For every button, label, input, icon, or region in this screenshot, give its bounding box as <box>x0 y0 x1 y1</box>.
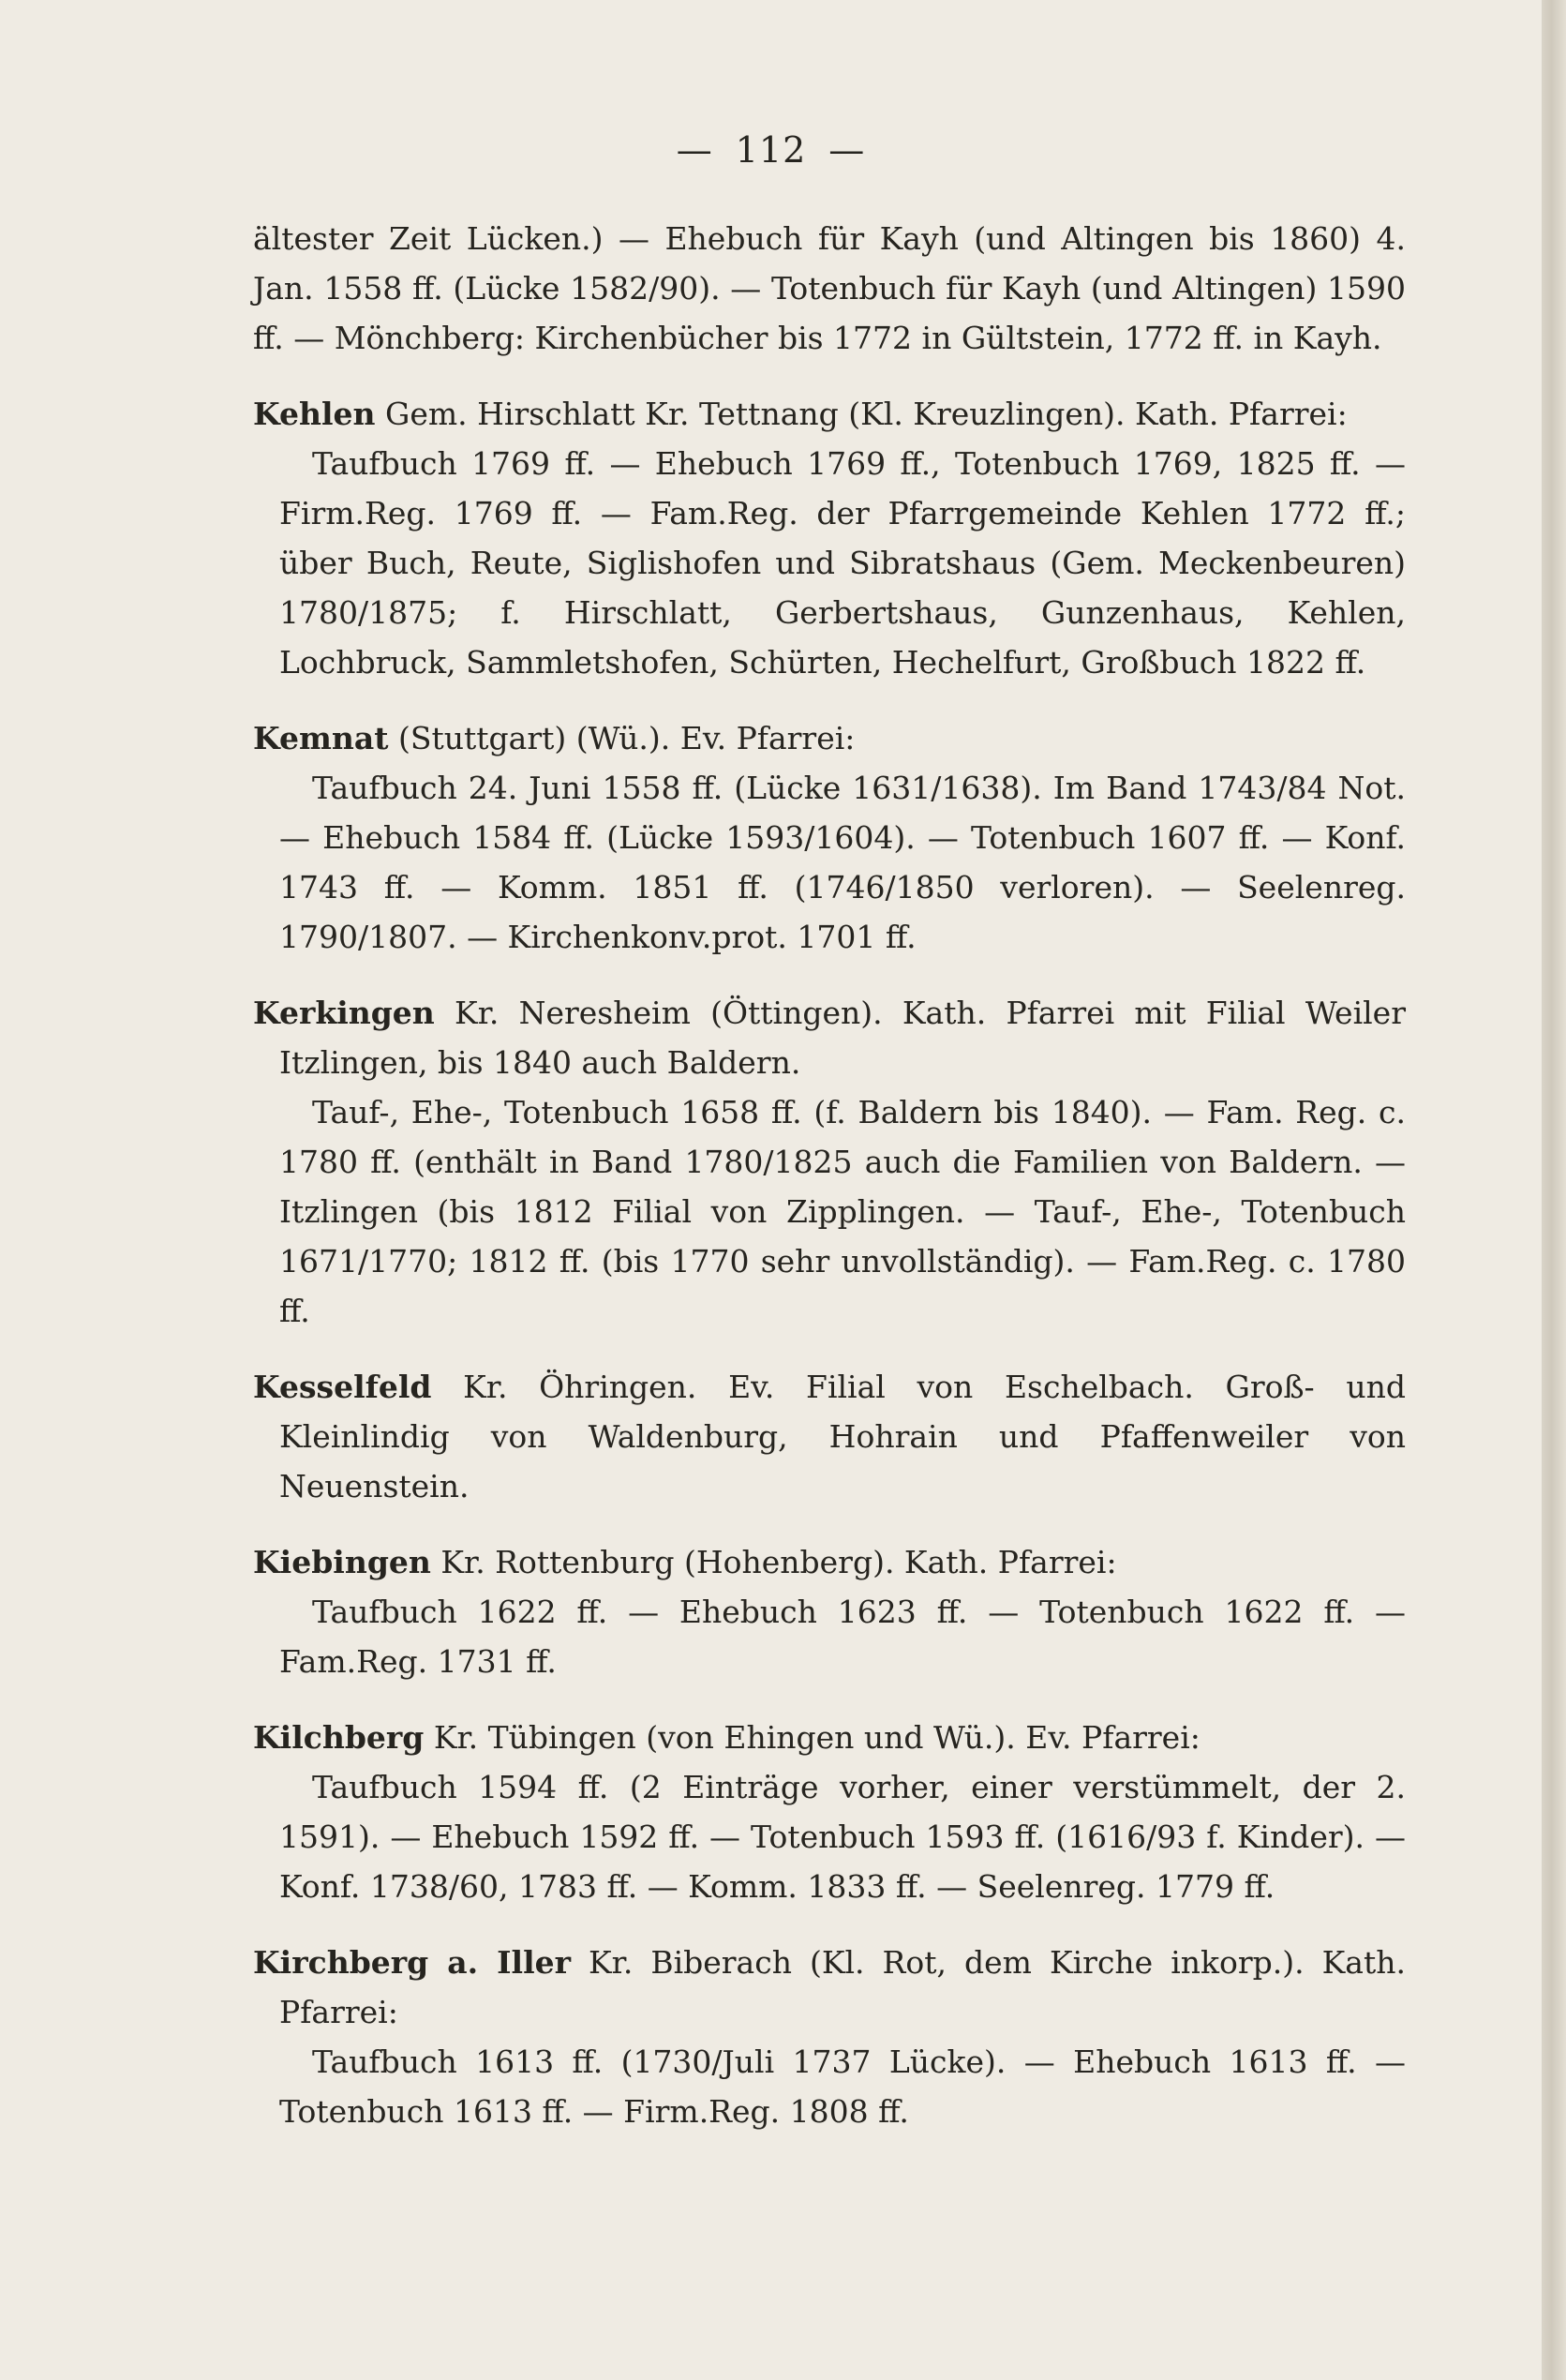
entry-text: Kr. Öhringen. Ev. Filial von Eschelbach. Groß- und Kleinlindig von Waldenburg, Hohrain und Pfaffenweiler von Neuenstein. <box>279 1369 1407 1504</box>
entry-details: Taufbuch 1594 ff. (2 Einträge vorher, einer verstümmelt, der 2. 1591). — Ehebuch 1592 ff. — Totenbuch 1593 ff. (1616/93 f. Kinder). — Konf. 1738/60, 1783 ff. — Komm. 1833 ff. — Seelenreg. 1779 ff. <box>279 1769 1406 1905</box>
page-edge <box>1542 0 1566 2380</box>
entry-details: Taufbuch 24. Juni 1558 ff. (Lücke 1631/1638). Im Band 1743/84 Not. — Ehebuch 1584 ff. (Lücke 1593/1604). — Totenbuch 1607 ff. — Konf. 1743 ff. — Komm. 1851 ff. (1746/1850 verloren). — Seelenreg. 1790/1807. — Kirchenkonv.prot. 1701 ff. <box>279 770 1406 955</box>
place-name: Kilchberg <box>253 1719 425 1756</box>
entry-kerkingen <box>253 988 1406 1336</box>
entry-kilchberg <box>253 1713 1406 1911</box>
entry-kirchberg <box>253 1938 1406 2136</box>
entry-details: Taufbuch 1613 ff. (1730/Juli 1737 Lücke). — Ehebuch 1613 ff. — Totenbuch 1613 ff. — Firm.Reg. 1808 ff. <box>279 2043 1406 2130</box>
place-name: Kiebingen <box>253 1544 431 1580</box>
place-name: Kehlen <box>253 396 376 432</box>
entry-kehlen <box>253 389 1406 687</box>
place-name: Kirchberg a. Iller <box>253 1944 571 1981</box>
entry-kiebingen <box>253 1537 1406 1686</box>
continued-entry <box>253 214 1406 363</box>
entry-text: Kr. Biberach (Kl. Rot, dem Kirche inkorp.). Kath. Pfarrei: <box>279 1944 1406 2030</box>
entry-details: Taufbuch 1622 ff. — Ehebuch 1623 ff. — Totenbuch 1622 ff. — Fam.Reg. 1731 ff. <box>279 1594 1406 1680</box>
entry-text: ältester Zeit Lücken.) — Ehebuch für Kayh (und Altingen bis 1860) 4. Jan. 1558 ff. (Lücke 1582/90). — Totenbuch für Kayh (und Altingen) 1590 ff. — Mönchberg: Kirchenbücher bis 1772 in Gültstein, 1772 ff. in Kayh. <box>253 220 1406 356</box>
entry-details: Taufbuch 1769 ff. — Ehebuch 1769 ff., Totenbuch 1769, 1825 ff. — Firm.Reg. 1769 ff. — Fam.Reg. der Pfarrgemeinde Kehlen 1772 ff.; über Buch, Reute, Siglishofen und Sibratshaus (Gem. Meckenbeuren) 1780/1875; f. Hirschlatt, Gerbertshaus, Gunzenhaus, Kehlen, Lochbruck, Sammletshofen, Schürten, Hechelfurt, Großbuch 1822 ff. <box>279 445 1406 681</box>
entry-text: Gem. Hirschlatt Kr. Tettnang (Kl. Kreuzlingen). Kath. Pfarrei: <box>384 396 1348 432</box>
page-header: — 112 — <box>676 129 866 171</box>
place-name: Kemnat <box>253 720 389 756</box>
place-name: Kerkingen <box>253 995 435 1031</box>
entry-text: Kr. Tübingen (von Ehingen und Wü.). Ev. Pfarrei: <box>433 1719 1201 1756</box>
entry-text: Kr. Neresheim (Öttingen). Kath. Pfarrei mit Filial Weiler Itzlingen, bis 1840 auch Baldern. <box>279 995 1406 1081</box>
entry-kemnat <box>253 713 1406 962</box>
page-number: 112 <box>735 129 807 171</box>
entry-details: Tauf-, Ehe-, Totenbuch 1658 ff. (f. Baldern bis 1840). — Fam. Reg. c. 1780 ff. (enthält in Band 1780/1825 auch die Familien von Baldern. — Itzlingen (bis 1812 Filial von Zipplingen. — Tauf-, Ehe-, Totenbuch 1671/1770; 1812 ff. (bis 1770 sehr unvollständig). — Fam.Reg. c. 1780 ff. <box>279 1094 1406 1329</box>
place-name: Kesselfeld <box>253 1369 432 1405</box>
page-body <box>253 214 1406 2163</box>
entry-text: Kr. Rottenburg (Hohenberg). Kath. Pfarrei: <box>440 1544 1117 1580</box>
entry-kesselfeld <box>253 1362 1406 1511</box>
entry-text: (Stuttgart) (Wü.). Ev. Pfarrei: <box>398 720 856 756</box>
